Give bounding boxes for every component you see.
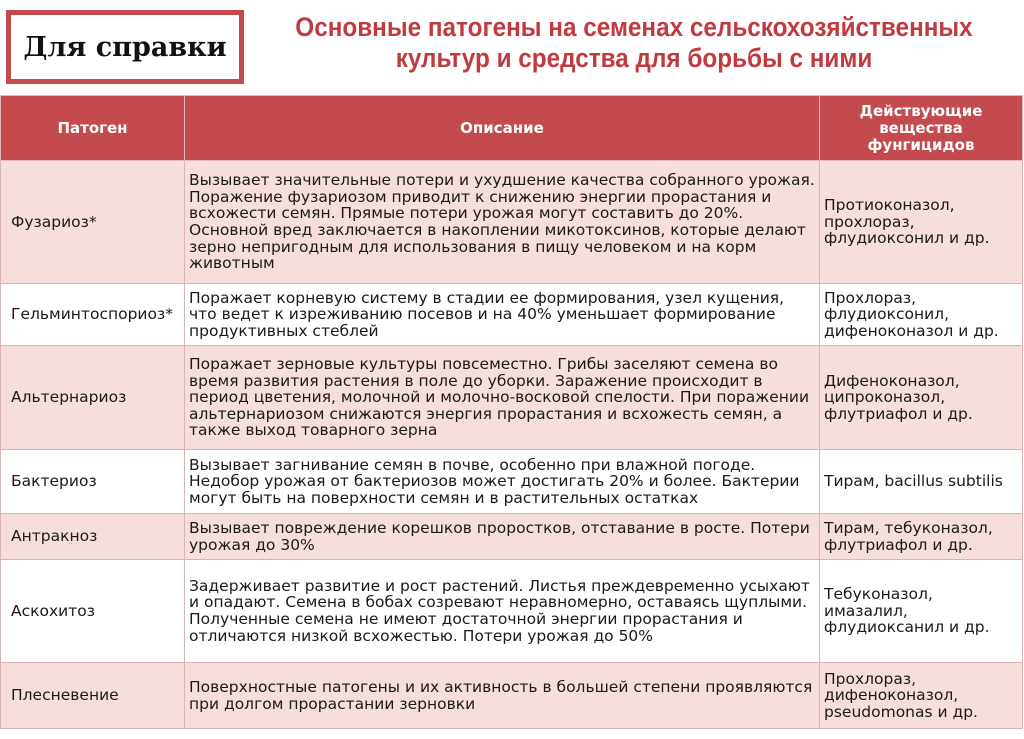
table-header-row — [1, 96, 1023, 161]
cell-fungicides: Прохлораз, флудиоксонил, дифеноконазол и др. — [820, 284, 1023, 346]
table-row — [1, 560, 1023, 663]
cell-description: Вызывает повреждение корешков проростков, отставание в росте. Потери урожая до 30% — [185, 514, 820, 560]
cell-pathogen: Плесневение — [1, 663, 185, 729]
page-title — [292, 12, 976, 74]
cell-description: Вызывает значительные потери и ухудшение качества собранного урожая. Поражение фузариозом приводит к снижению энергии прорастания и всхожести семян. Прямые потери урожая могут составить до 20%. Основной вред заключается в накоплении микотоксинов, которые делают зерно непригодным для использования в пищу человеком и на корм животным — [185, 161, 820, 284]
table-row — [1, 346, 1023, 450]
table-row — [1, 161, 1023, 284]
cell-pathogen: Фузариоз* — [1, 161, 185, 284]
cell-fungicides: Прохлораз, дифеноконазол, pseudomonas и др. — [820, 663, 1023, 729]
header-description: Описание — [185, 96, 820, 161]
table-row — [1, 284, 1023, 346]
cell-pathogen: Аскохитоз — [1, 560, 185, 663]
reference-badge-label: Для справки — [23, 31, 227, 63]
table-row — [1, 514, 1023, 560]
cell-pathogen: Альтернариоз — [1, 346, 185, 450]
cell-description: Поражает зерновые культуры повсеместно. Грибы заселяют семена во время развития растения в поле до уборки. Заражение происходит в период цветения, молочной и молочно-восковой спелости. При поражении альтернариозом снижаются энергия прорастания и всхожесть семян, а также выход товарного зерна — [185, 346, 820, 450]
header-fungicides: Действующие вещества фунгицидов — [820, 96, 1023, 161]
cell-pathogen: Бактериоз — [1, 450, 185, 514]
cell-description: Поверхностные патогены и их активность в большей степени проявляются при долгом прорастании зерновки — [185, 663, 820, 729]
pathogen-table — [0, 95, 1023, 729]
cell-fungicides: Протиоконазол, прохлораз, флудиоксонил и др. — [820, 161, 1023, 284]
page-title-line-2: культур и средства для борьбы с ними — [395, 43, 873, 73]
cell-description: Поражает корневую систему в стадии ее формирования, узел кущения, что ведет к изреживанию посевов и на 40% уменьшает формирование продуктивных стеблей — [185, 284, 820, 346]
table-row — [1, 450, 1023, 514]
cell-fungicides: Тебуконазол, имазалил, флудиоксанил и др. — [820, 560, 1023, 663]
cell-description: Вызывает загнивание семян в почве, особенно при влажной погоде. Недобор урожая от бактериозов может достигать 20% и более. Бактерии могут быть на поверхности семян и в растительных остатках — [185, 450, 820, 514]
cell-fungicides: Тирам, тебуконазол, флутриафол и др. — [820, 514, 1023, 560]
table-row — [1, 663, 1023, 729]
cell-fungicides: Тирам, bacillus subtilis — [820, 450, 1023, 514]
cell-fungicides: Дифеноконазол, ципроконазол, флутриафол и др. — [820, 346, 1023, 450]
cell-pathogen: Гельминтоспориоз* — [1, 284, 185, 346]
reference-badge-inner — [11, 15, 239, 79]
cell-pathogen: Антракноз — [1, 514, 185, 560]
page-title-line-1: Основные патогены на семенах сельскохозяйственных — [295, 12, 973, 42]
cell-description: Задерживает развитие и рост растений. Листья преждевременно усыхают и опадают. Семена в бобах созревают неравномерно, оставаясь щуплыми. Полученные семена не имеют достаточной энергии прорастания и отличаются низкой всхожестью. Потери урожая до 50% — [185, 560, 820, 663]
header-pathogen: Патоген — [1, 96, 185, 161]
reference-badge — [6, 10, 244, 84]
